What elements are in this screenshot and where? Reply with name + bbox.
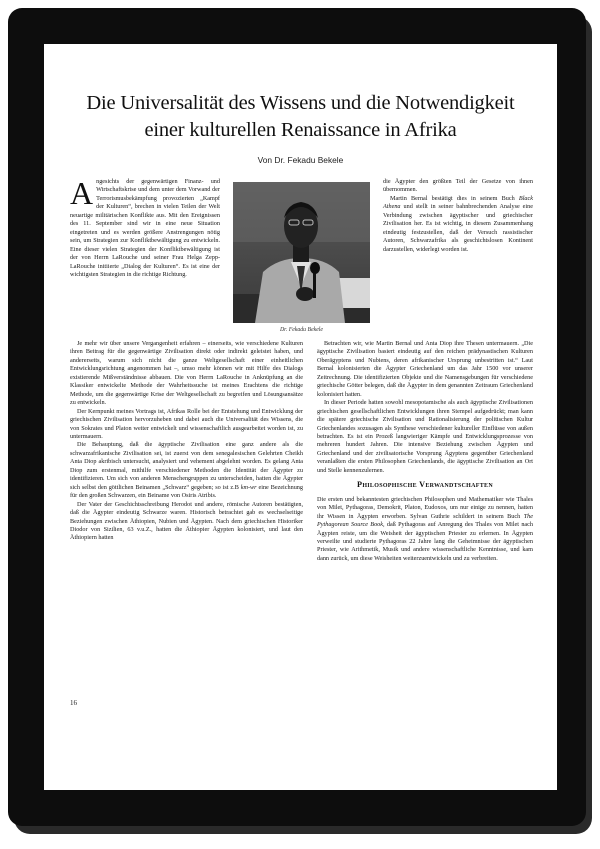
paragraph: Je mehr wir über unsere Vergangenheit erfahren – einerseits, wie verschiedene Kulturen ihren Beitrag für die gegenwärtige Zivilisation direkt oder indirekt geleistet haben, und andererseits, warum sich nicht die ganze Weltgesellschaft einer einheitlichen Entwicklungsrichtung angenommen hat –, umso mehr können wir mit Hilfe des Dialogs existierende Mißverständnisse abbauen. Die von Herrn LaRouche in Anknüpfung an die Klassiker entwickelte Methode der Wahrheitssuche ist meines Erachtens die richtige Methode, um die gegenwärtige Krise der Weltgesellschaft zu begreifen und Lösungsansätze zu entwickeln.: [70, 340, 303, 407]
title-line-2: einer kulturellen Renaissance in Afrika: [144, 119, 457, 141]
kmwr-term: km-wr: [240, 483, 257, 491]
paragraph-text: eine Bezeichnung für den großen Schwarzen, ein Beiname von Osiris Atribis.: [70, 483, 303, 500]
paragraph: [70, 441, 303, 500]
paragraph-text: und stellt in seiner bahnbrechenden Analyse eine Verbindung zwischen ägyptischer und griechischer Zivilisation her. Es ist wichtig, in diesem Zusammenhang eindeutig festzustellen, daß der Versuch rassistischer Autoren, Schwarzafrika als geschichtslosen Kontinent darzustellen, widerlegt worden ist.: [383, 203, 533, 253]
right-main-column: [317, 340, 533, 563]
book-title: Black Athena: [383, 194, 534, 211]
intro-text: ngesichts der gegenwärtigen Finanz- und Wirtschaftskrise und dem unter dem Vorwand der Terrorismusbekämpfung provozierten „Kampf der Kulturen“, brechen in vielen Teilen der Welt neuartige militärischen Konflikte aus. Mit den Ereignissen des 11. September sind wir in eine neue Situation eingetreten und es werden größere Anstrengungen nötig sein, um Strategien zur Konfliktbewältigung zu entwickeln. Eine dieser vielen Strategien der Konfliktbewältigung ist der von Herrn LaRouche und seiner Frau Helga Zepp-LaRouche initiierte „Dialog der Kulturen“. Es ist eine der wichtigsten Strategien in die richtige Richtung.: [70, 178, 220, 278]
section-heading: Philosophische Verwandtschaften: [357, 480, 493, 490]
paragraph-text: Die ersten und bekanntesten griechischen Philosophen und Mathematiker wie Thales von Milet, Pythagoras, Demokrit, Platon, Eudoxos, um nur einige zu nennen, hatten ihr Wissen in Ägypten erworben. Sylvan Guthrie schildert in seinem Buch: [317, 495, 533, 520]
paragraph: In dieser Periode hatten sowohl mesopotamische als auch ägyptische Zivilisationen griechischen gesellschaftlichen Entwicklungen ihren Stempel aufgedrückt; man kann die spätere griechische Zivilisation und Rationalisierung der politischen Kultur Griechenlandes sozusagen als Synthese verschiedener kultureller Einflüsse von außen betrachten. Es ist ein Prozeß langwieriger Kämpfe und Entwicklungsprozesse von mehreren hundert Jahren. Die intensive Beziehung zwischen Ägypten und Griechenland und der zivilisatorische Vorsprung Ägyptens gegenüber Griechenland veranlaßten die ersten Philosophen Griechenlands, die ägyptische Zivilisation an Ort und Stelle kennenzulernen.: [317, 399, 533, 474]
paragraph-text: daß Pythagoras auf Anregung des Thales von Milet nach Ägypten reiste, um die Weisheit der ägyptischen Priester zu erlernen. In Ägypten verweilte und studierte Pythagoras 22 Jahre lang die Geheimnisse der ägyptischen Priester, wie Arithmetik, Musik und andere wissenschaftliche Kenntnisse, und kam dann zurück, um diese Weisheiten weiterzuentwickeln und zu verbreiten.: [317, 521, 533, 562]
paragraph: [317, 496, 533, 564]
title-line-1: Die Universalität des Wissens und die Notwendigkeit: [86, 92, 515, 114]
magazine-page: [44, 44, 557, 790]
paragraph: Betrachten wir, wie Martin Bernal und Anta Diop ihre Thesen untermauern. „Die ägyptische Zivilisation basiert eindeutig auf den reichen prädynastischen Kulturen Oberägyptens und Nubiens, deren afrikanischer Ursprung unbestritten ist.“ Laut Bernal kolonisierten die Ägypter Griechenland um das Jahr 1500 vor unserer Zeitrechnung. Die identifizierten Objekte und die Namensgebungen für verschiedene griechische Götter belegen, daß die Ägypter in dem genannten Zeitraum Griechenland kolonisiert hatten.: [317, 340, 533, 398]
paragraph: Der Kernpunkt meines Vortrags ist, Afrikas Rolle bei der Entstehung und Entwicklung der griechischen Zivilisation hervorzuheben und dabei auch die Universalität des Wissens, die von Sokrates und Platon weiter entwickelt und wissenschaftlich ausgearbeitet worden ist, zu untermauern.: [70, 407, 303, 440]
paragraph: die Ägypter den größten Teil der Gesetze von ihnen übernommen.: [383, 178, 533, 194]
drop-cap: A: [70, 175, 94, 211]
article-title: [54, 90, 547, 144]
paragraph-text: Die Behauptung, daß die ägyptische Zivilisation eine ganz andere als die schwarzafrikanische Zivilisation sei, ist zuerst von dem senegalesischen Gelehrten Cheikh Anta Diop akribisch untersucht, analysiert und vehement abgelehnt worden. Es gelang Anta Diop zum erstenmal, mithilfe verschiedener Methoden die Identität der Ägypter zu identifizieren. Um sich von anderen Menschengruppen zu unterscheiden, hatten die Ägypter sich selbst den göttlichen Beinamen „Schwarz“ gegeben; so ist z.B: [70, 441, 303, 491]
intro-paragraph: [70, 175, 220, 279]
photo-caption: Dr. Fekadu Bekele: [280, 327, 323, 333]
author-photo: [233, 182, 370, 323]
paragraph: Der Vater der Geschichtsschreibung Herodot und andere, römische Autoren bestätigten, daß die Ägypter eindeutig Schwarze waren. Historisch betrachtet gab es wechselseitige Beziehungen zwischen Äthiopien, Nubien und Ägypten. Nach dem griechischen Historiker Diodor von Sizilien, 63 v.u.Z., hatten die Äthiopier Ägypten kolonisiert, und laut den Äthiopiern hatten: [70, 500, 303, 542]
right-top-column: [383, 178, 533, 254]
left-main-column: [70, 340, 303, 543]
intro-column: [70, 175, 220, 279]
paragraph-text: Martin Bernal bestätigt dies in seinem Buch: [390, 194, 515, 202]
author-portrait-image: [233, 182, 370, 323]
page-number: 16: [70, 699, 77, 707]
book-title: The Pythagorean Source Book,: [317, 512, 533, 529]
byline: Von Dr. Fekadu Bekele: [257, 155, 344, 165]
paragraph: [383, 195, 533, 254]
